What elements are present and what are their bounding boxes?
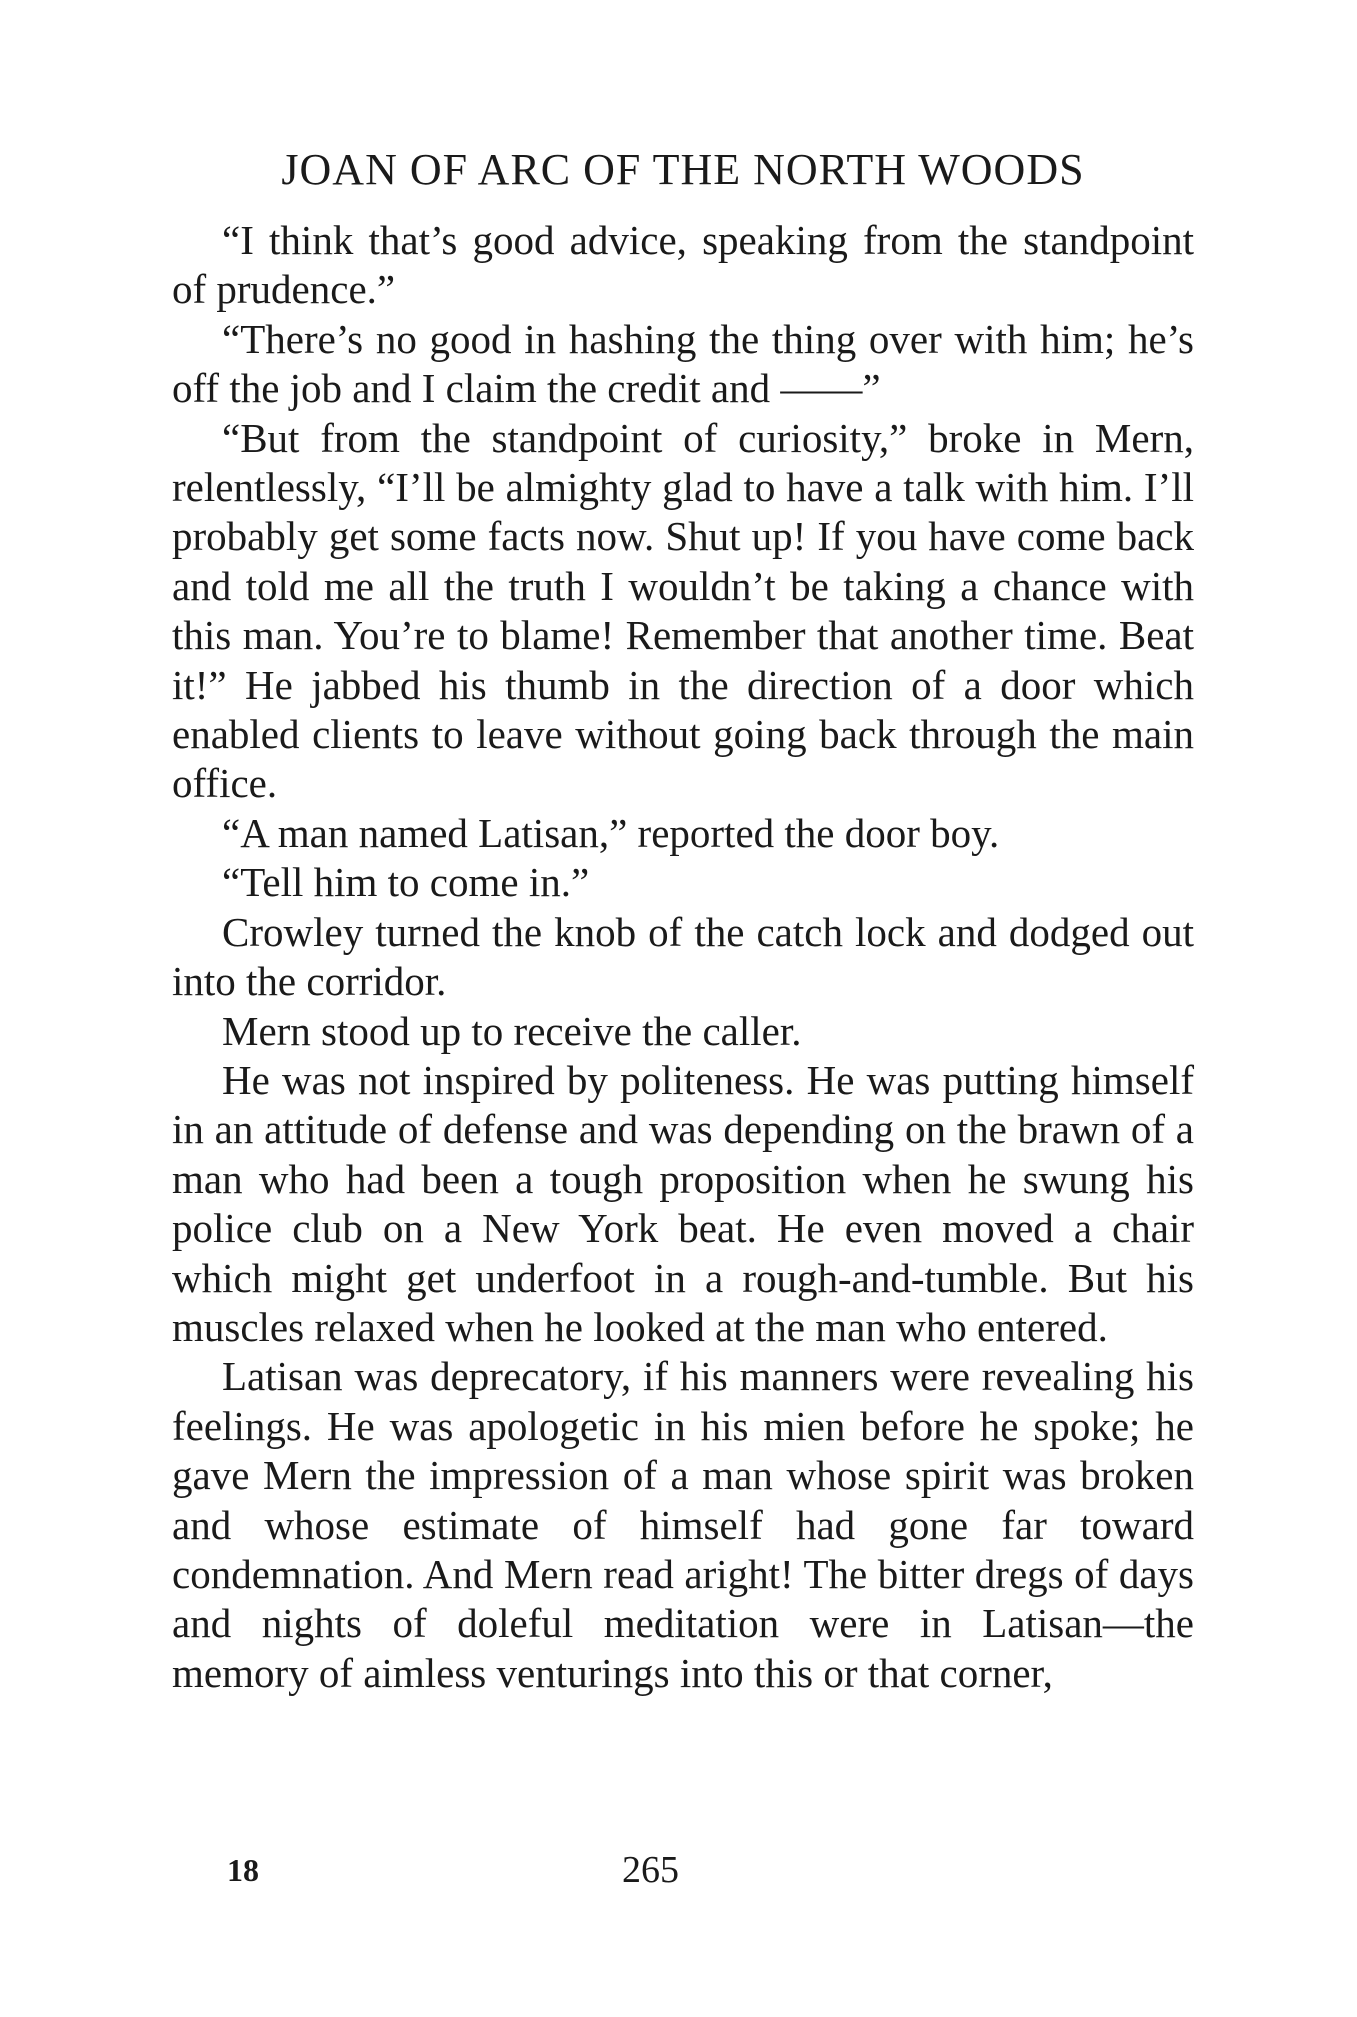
body-text [172, 216, 1194, 1698]
paragraph-7: Mern stood up to receive the caller. [222, 1007, 802, 1054]
paragraph-2: “There’s no good in hashing the thing over with him; he’s off the job and I claim the credit and ——” [172, 315, 1194, 412]
paragraph-3: “But from the standpoint of curiosity,” broke in Mern, relentlessly, “I’ll be almighty glad to have a talk with him. I’ll probably get some facts now. Shut up! If you have come back and told me all the truth I wouldn’t be taking a chance with this man. You’re to blame! Remember that another time. Beat it!” He jabbed his thumb in the direction of a door which enabled clients to leave without going back through the main office. [172, 414, 1194, 807]
running-head: JOAN OF ARC OF THE NORTH WOODS [281, 145, 1085, 194]
paragraph-6: Crowley turned the knob of the catch lock and dodged out into the corridor. [172, 908, 1194, 1005]
paragraph-1: “I think that’s good advice, speaking from the standpoint of prudence.” [172, 217, 1194, 313]
paragraph-4: “A man named Latisan,” reported the door boy. [222, 809, 1000, 856]
page-footer [172, 1840, 1194, 1900]
book-page [172, 140, 1194, 1980]
paragraph-8: He was not inspired by politeness. He was putting himself in an attitude of defense and was depending on the brawn of a man who had been a tough proposition when he swung his police club on a New York beat. He even moved a chair which might get underfoot in a rough-and-tumble. But his muscles relaxed when he looked at the man who entered. [172, 1056, 1194, 1350]
paragraph-9: Latisan was deprecatory, if his manners were revealing his feelings. He was apologetic in his mien before he spoke; he gave Mern the impression of a man whose spirit was broken and whose estimate of himself had gone far toward condemnation. And Mern read aright! The bitter dregs of days and nights of doleful meditation were in Latisan—the memory of aimless venturings into this or that corner, [172, 1353, 1194, 1696]
paragraph-5: “Tell him to come in.” [222, 859, 590, 906]
page-number: 265 [622, 1849, 679, 1891]
signature-mark: 18 [227, 1852, 259, 1888]
